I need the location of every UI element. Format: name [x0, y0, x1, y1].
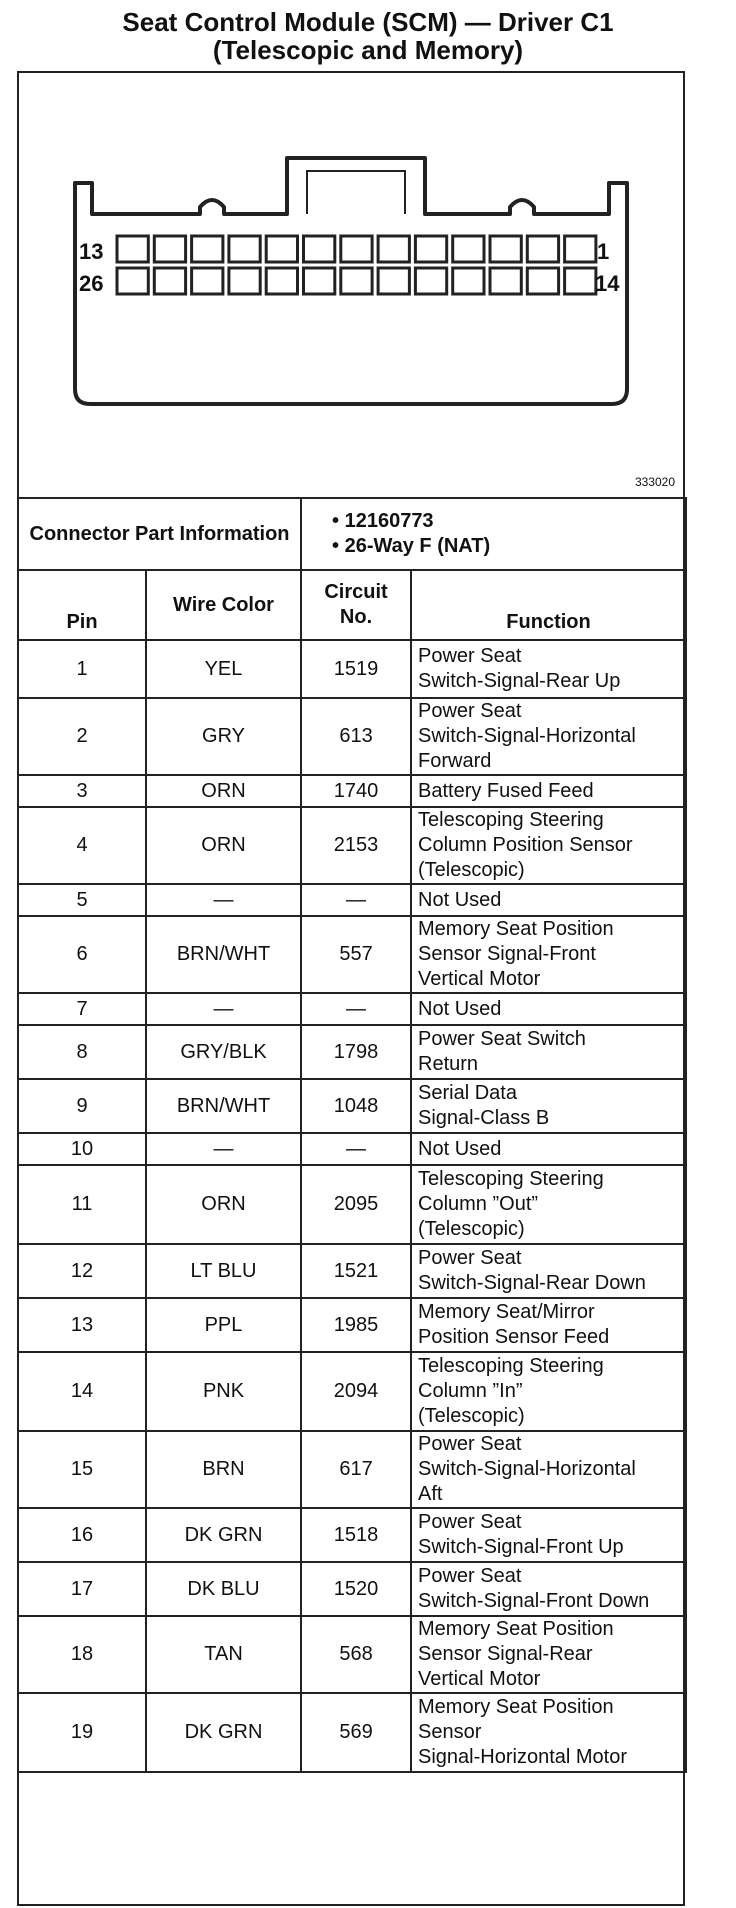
function-line: Signal-Class B [418, 1107, 550, 1129]
connector-cavity [565, 236, 596, 262]
circuit-cell: 1740 [301, 775, 411, 807]
table-row [18, 1079, 686, 1133]
function-cell [411, 1079, 686, 1133]
function-line: Signal-Horizontal Motor [418, 1746, 627, 1768]
wire-color-cell: GRY/BLK [146, 1025, 301, 1079]
function-line: (Telescopic) [418, 1405, 525, 1427]
function-line: Vertical Motor [418, 968, 541, 990]
circuit-cell: 1519 [301, 640, 411, 698]
circuit-cell: — [301, 884, 411, 916]
function-line: Forward [418, 750, 492, 772]
function-cell [411, 884, 686, 916]
connector-cavity [341, 268, 372, 294]
function-cell [411, 1508, 686, 1562]
connector-cavity [527, 236, 558, 262]
function-line: Return [418, 1053, 479, 1075]
function-line: Aft [418, 1483, 443, 1505]
table-row [18, 884, 686, 916]
pin-cell: 16 [18, 1508, 146, 1562]
wire-color-cell: PNK [146, 1352, 301, 1431]
connector-cavity [453, 236, 484, 262]
connector-cavity [490, 268, 521, 294]
wire-color-cell: BRN/WHT [146, 1079, 301, 1133]
circuit-cell: 557 [301, 916, 411, 993]
function-line: Column Position Sensor [418, 834, 633, 856]
connector-cavity [453, 268, 484, 294]
pin-cell: 7 [18, 993, 146, 1025]
function-line: (Telescopic) [418, 1218, 525, 1240]
table-header-row [18, 570, 686, 640]
function-cell [411, 1025, 686, 1079]
function-cell [411, 1562, 686, 1616]
table-row [18, 916, 686, 993]
connector-cavity [565, 268, 596, 294]
pin-cell: 5 [18, 884, 146, 916]
pin-cell: 11 [18, 1165, 146, 1244]
circuit-cell: 1985 [301, 1298, 411, 1352]
circuit-cell: 2094 [301, 1352, 411, 1431]
connector-cavity [341, 236, 372, 262]
function-line: Power Seat [418, 1511, 522, 1533]
connector-cavity [229, 236, 260, 262]
pin-label-1: 1 [597, 239, 610, 264]
function-line: Sensor Signal-Rear [418, 1643, 593, 1665]
pin-cell: 15 [18, 1431, 146, 1508]
function-line: Not Used [418, 997, 502, 1020]
function-line: Memory Seat Position [418, 918, 614, 940]
function-line: Memory Seat Position [418, 1618, 614, 1640]
function-cell [411, 1693, 686, 1772]
connector-cavity [304, 236, 335, 262]
function-line: Column ”In” [418, 1380, 523, 1402]
function-line: Switch-Signal-Front Up [418, 1536, 624, 1558]
pin-cell: 3 [18, 775, 146, 807]
pin-label-26: 26 [79, 271, 104, 296]
table-row [18, 1616, 686, 1693]
connector-cavity [117, 268, 148, 294]
table-row [18, 1431, 686, 1508]
wire-color-cell: BRN/WHT [146, 916, 301, 993]
connector-type: • 26-Way F (NAT) [332, 535, 491, 557]
connector-cavity [490, 236, 521, 262]
table-row [18, 1693, 686, 1772]
header-pin: Pin [18, 570, 146, 640]
wire-color-cell: DK GRN [146, 1508, 301, 1562]
wire-color-cell: ORN [146, 1165, 301, 1244]
function-cell [411, 1298, 686, 1352]
table-row [18, 993, 686, 1025]
pin-cell: 6 [18, 916, 146, 993]
page-subtitle: (Telescopic and Memory) [212, 35, 524, 65]
wire-color-cell: YEL [146, 640, 301, 698]
pin-cell: 1 [18, 640, 146, 698]
connector-cavity [229, 268, 260, 294]
wire-color-cell: ORN [146, 807, 301, 884]
table-row [18, 1244, 686, 1298]
connector-cavity [266, 268, 297, 294]
function-cell [411, 775, 686, 807]
connector-cavity [117, 236, 148, 262]
connector-diagram [17, 71, 685, 497]
header-circuit: Circuit No. [301, 570, 411, 640]
wire-color-cell: DK GRN [146, 1693, 301, 1772]
function-cell [411, 1352, 686, 1431]
function-cell [411, 807, 686, 884]
function-line: Power Seat Switch [418, 1028, 586, 1050]
function-line: Telescoping Steering [418, 1168, 604, 1190]
circuit-cell: 1048 [301, 1079, 411, 1133]
wire-color-cell: TAN [146, 1616, 301, 1693]
pin-cell: 10 [18, 1133, 146, 1165]
circuit-cell: 568 [301, 1616, 411, 1693]
function-cell [411, 698, 686, 775]
function-line: Switch-Signal-Rear Up [418, 670, 621, 692]
pin-cell: 8 [18, 1025, 146, 1079]
circuit-cell: 569 [301, 1693, 411, 1772]
function-cell [411, 916, 686, 993]
table-row [18, 1562, 686, 1616]
function-line: Position Sensor Feed [418, 1326, 610, 1348]
function-line: Power Seat [418, 1247, 522, 1269]
circuit-cell: 1798 [301, 1025, 411, 1079]
function-line: Power Seat [418, 700, 522, 722]
wire-color-cell: — [146, 1133, 301, 1165]
circuit-cell: 613 [301, 698, 411, 775]
function-cell [411, 1165, 686, 1244]
function-line: Telescoping Steering [418, 809, 604, 831]
table-row [18, 1133, 686, 1165]
wire-color-cell: — [146, 993, 301, 1025]
function-cell [411, 1133, 686, 1165]
pin-label-14: 14 [595, 271, 620, 296]
function-line: Power Seat [418, 1433, 522, 1455]
connector-cavity [415, 236, 446, 262]
connector-outline [17, 71, 685, 497]
pin-cell: 4 [18, 807, 146, 884]
connector-cavity [378, 236, 409, 262]
table-row [18, 1352, 686, 1431]
pin-cell: 14 [18, 1352, 146, 1431]
pinout-table [17, 497, 687, 1773]
connector-cavity [304, 268, 335, 294]
function-line: (Telescopic) [418, 859, 525, 881]
circuit-cell: — [301, 1133, 411, 1165]
wire-color-cell: DK BLU [146, 1562, 301, 1616]
function-line: Memory Seat Position [418, 1696, 614, 1718]
circuit-cell: 2095 [301, 1165, 411, 1244]
function-line: Power Seat [418, 645, 522, 667]
table-row [18, 1298, 686, 1352]
circuit-cell: — [301, 993, 411, 1025]
function-line: Memory Seat/Mirror [418, 1301, 595, 1323]
page-title: Seat Control Module (SCM) — Driver C1 [122, 7, 614, 37]
wire-color-cell: ORN [146, 775, 301, 807]
function-line: Power Seat [418, 1565, 522, 1587]
pin-cell: 12 [18, 1244, 146, 1298]
header-wire-color: Wire Color [146, 570, 301, 640]
connector-info-values [301, 498, 686, 570]
table-row [18, 1508, 686, 1562]
table-row [18, 1025, 686, 1079]
function-line: Sensor Signal-Front [418, 943, 596, 965]
connector-info-row [18, 498, 686, 570]
function-cell [411, 1244, 686, 1298]
function-line: Not Used [418, 888, 502, 911]
function-line: Switch-Signal-Horizontal [418, 725, 636, 747]
circuit-cell: 1518 [301, 1508, 411, 1562]
table-row [18, 1165, 686, 1244]
connector-info-label: Connector Part Information [18, 498, 301, 570]
pin-cell: 2 [18, 698, 146, 775]
connector-cavity [527, 268, 558, 294]
wire-color-cell: LT BLU [146, 1244, 301, 1298]
table-row [18, 698, 686, 775]
wire-color-cell: PPL [146, 1298, 301, 1352]
pin-cell: 17 [18, 1562, 146, 1616]
function-cell [411, 993, 686, 1025]
pin-cell: 9 [18, 1079, 146, 1133]
connector-cavity [378, 268, 409, 294]
function-line: Switch-Signal-Rear Down [418, 1272, 646, 1294]
function-line: Switch-Signal-Front Down [418, 1590, 650, 1612]
connector-cavity [192, 268, 223, 294]
circuit-cell: 1521 [301, 1244, 411, 1298]
figure-reference-number: 333020 [634, 475, 675, 489]
table-row [18, 640, 686, 698]
connector-cavity [266, 236, 297, 262]
wire-color-cell: — [146, 884, 301, 916]
pin-cell: 13 [18, 1298, 146, 1352]
table-row [18, 807, 686, 884]
connector-cavity [192, 236, 223, 262]
function-cell [411, 1616, 686, 1693]
connector-cavity [415, 268, 446, 294]
function-line: Not Used [418, 1137, 502, 1160]
function-line: Vertical Motor [418, 1668, 541, 1690]
function-line: Serial Data [418, 1082, 517, 1104]
circuit-cell: 617 [301, 1431, 411, 1508]
pin-label-13: 13 [79, 239, 104, 264]
wire-color-cell: BRN [146, 1431, 301, 1508]
table-row [18, 775, 686, 807]
connector-cavity [154, 268, 185, 294]
circuit-cell: 2153 [301, 807, 411, 884]
circuit-cell: 1520 [301, 1562, 411, 1616]
connector-cavity [154, 236, 185, 262]
connector-part-number: • 12160773 [332, 510, 434, 532]
wire-color-cell: GRY [146, 698, 301, 775]
pin-cell: 18 [18, 1616, 146, 1693]
pin-cell: 19 [18, 1693, 146, 1772]
function-cell [411, 640, 686, 698]
header-function: Function [411, 570, 686, 640]
function-line: Battery Fused Feed [418, 779, 594, 802]
function-line: Telescoping Steering [418, 1355, 604, 1377]
function-line: Switch-Signal-Horizontal [418, 1458, 636, 1480]
function-cell [411, 1431, 686, 1508]
function-line: Sensor [418, 1721, 482, 1743]
function-line: Column ”Out” [418, 1193, 539, 1215]
